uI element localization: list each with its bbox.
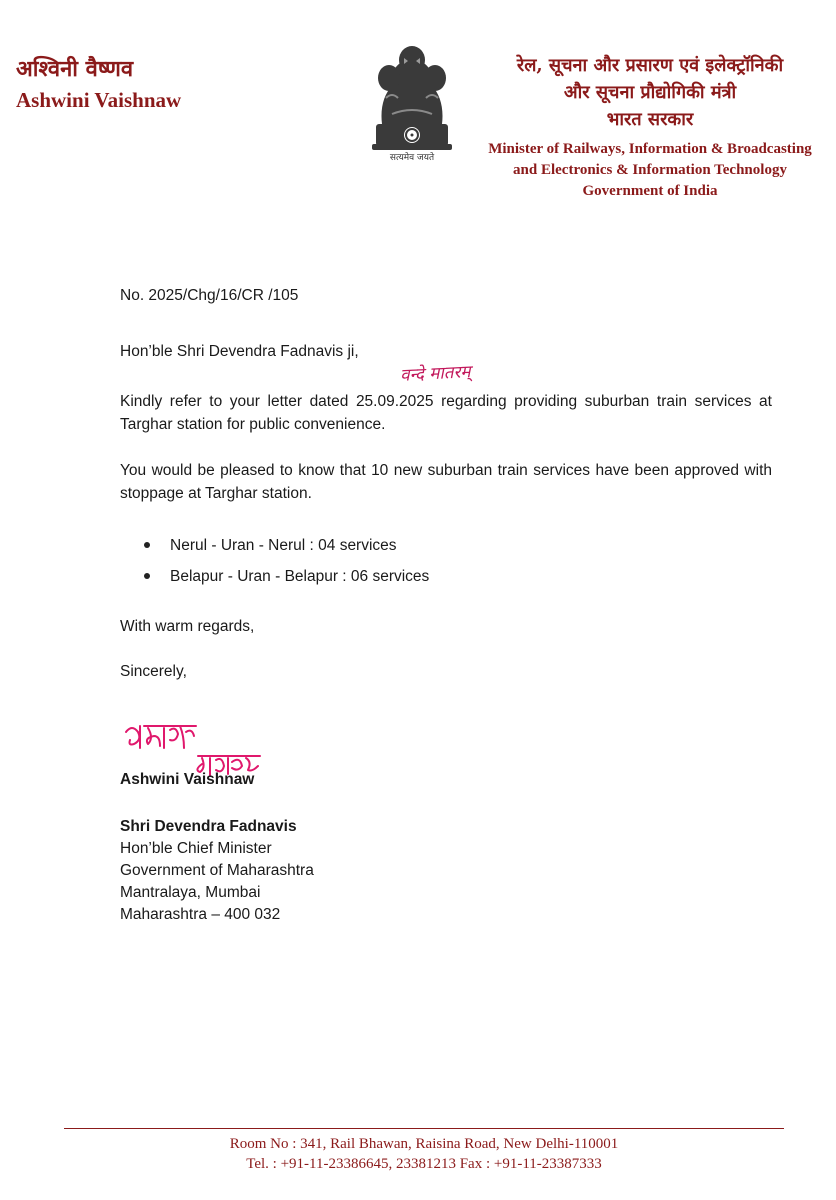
reference-number: No. 2025/Chg/16/CR /105 xyxy=(120,287,299,304)
minister-name-hindi: अश्विनी वैष्णव xyxy=(16,56,134,82)
minister-title-english-line2: and Electronics & Information Technology xyxy=(513,162,787,178)
salutation: Hon’ble Shri Devendra Fadnavis ji, xyxy=(120,343,359,360)
minister-title-english-line3: Government of India xyxy=(582,183,718,199)
letterhead-left xyxy=(16,54,181,114)
service-text: Belapur - Uran - Belapur : 06 services xyxy=(170,568,430,585)
national-emblem-icon xyxy=(362,38,462,166)
minister-title-hindi-line3: भारत सरकार xyxy=(606,109,694,130)
bullet-icon xyxy=(144,542,150,548)
addressee-office: Mantralaya, Mumbai xyxy=(120,884,261,901)
addressee-name: Shri Devendra Fadnavis xyxy=(120,818,297,835)
minister-name-english: Ashwini Vaishnaw xyxy=(16,88,182,112)
addressee-state-pin: Maharashtra – 400 032 xyxy=(120,906,281,923)
addressee-government: Government of Maharashtra xyxy=(120,862,314,879)
minister-title-hindi-line2: और सूचना प्रौद्योगिकी मंत्री xyxy=(563,82,737,103)
footer-divider xyxy=(64,1128,784,1129)
footer-contact: Tel. : +91-11-23386645, 23381213 Fax : +91-11-23387333 xyxy=(246,1156,602,1172)
minister-title-hindi-line1: रेल, सूचना और प्रसारण एवं इलेक्ट्रॉनिकी xyxy=(516,55,784,76)
closing: With warm regards, xyxy=(120,618,255,635)
footer-address: Room No : 341, Rail Bhawan, Raisina Road, New Delhi-110001 xyxy=(229,1136,619,1152)
sign-off: Sincerely, xyxy=(120,663,187,680)
addressee-block xyxy=(120,816,314,926)
addressee-designation: Hon’ble Chief Minister xyxy=(120,840,272,857)
signer-name: Ashwini Vaishnaw xyxy=(120,771,255,788)
bullet-icon xyxy=(144,573,150,579)
letterhead-right xyxy=(480,52,820,202)
list-item xyxy=(142,530,429,561)
paragraph-approval: You would be pleased to know that 10 new suburban train services have been approved with stoppage at Targhar station. xyxy=(120,462,772,502)
handwritten-greeting: वन्दे मातरम् xyxy=(399,362,472,386)
minister-title-english-line1: Minister of Railways, Information & Broadcasting xyxy=(488,141,812,157)
list-item xyxy=(142,561,429,592)
services-list xyxy=(142,530,429,592)
emblem-motto: सत्यमेव जयते xyxy=(389,153,435,163)
paragraph-reference: Kindly refer to your letter dated 25.09.2025 regarding providing suburban train services at Targhar station for public convenience. xyxy=(120,393,772,433)
footer xyxy=(64,1134,784,1174)
service-text: Nerul - Uran - Nerul : 04 services xyxy=(170,537,397,554)
